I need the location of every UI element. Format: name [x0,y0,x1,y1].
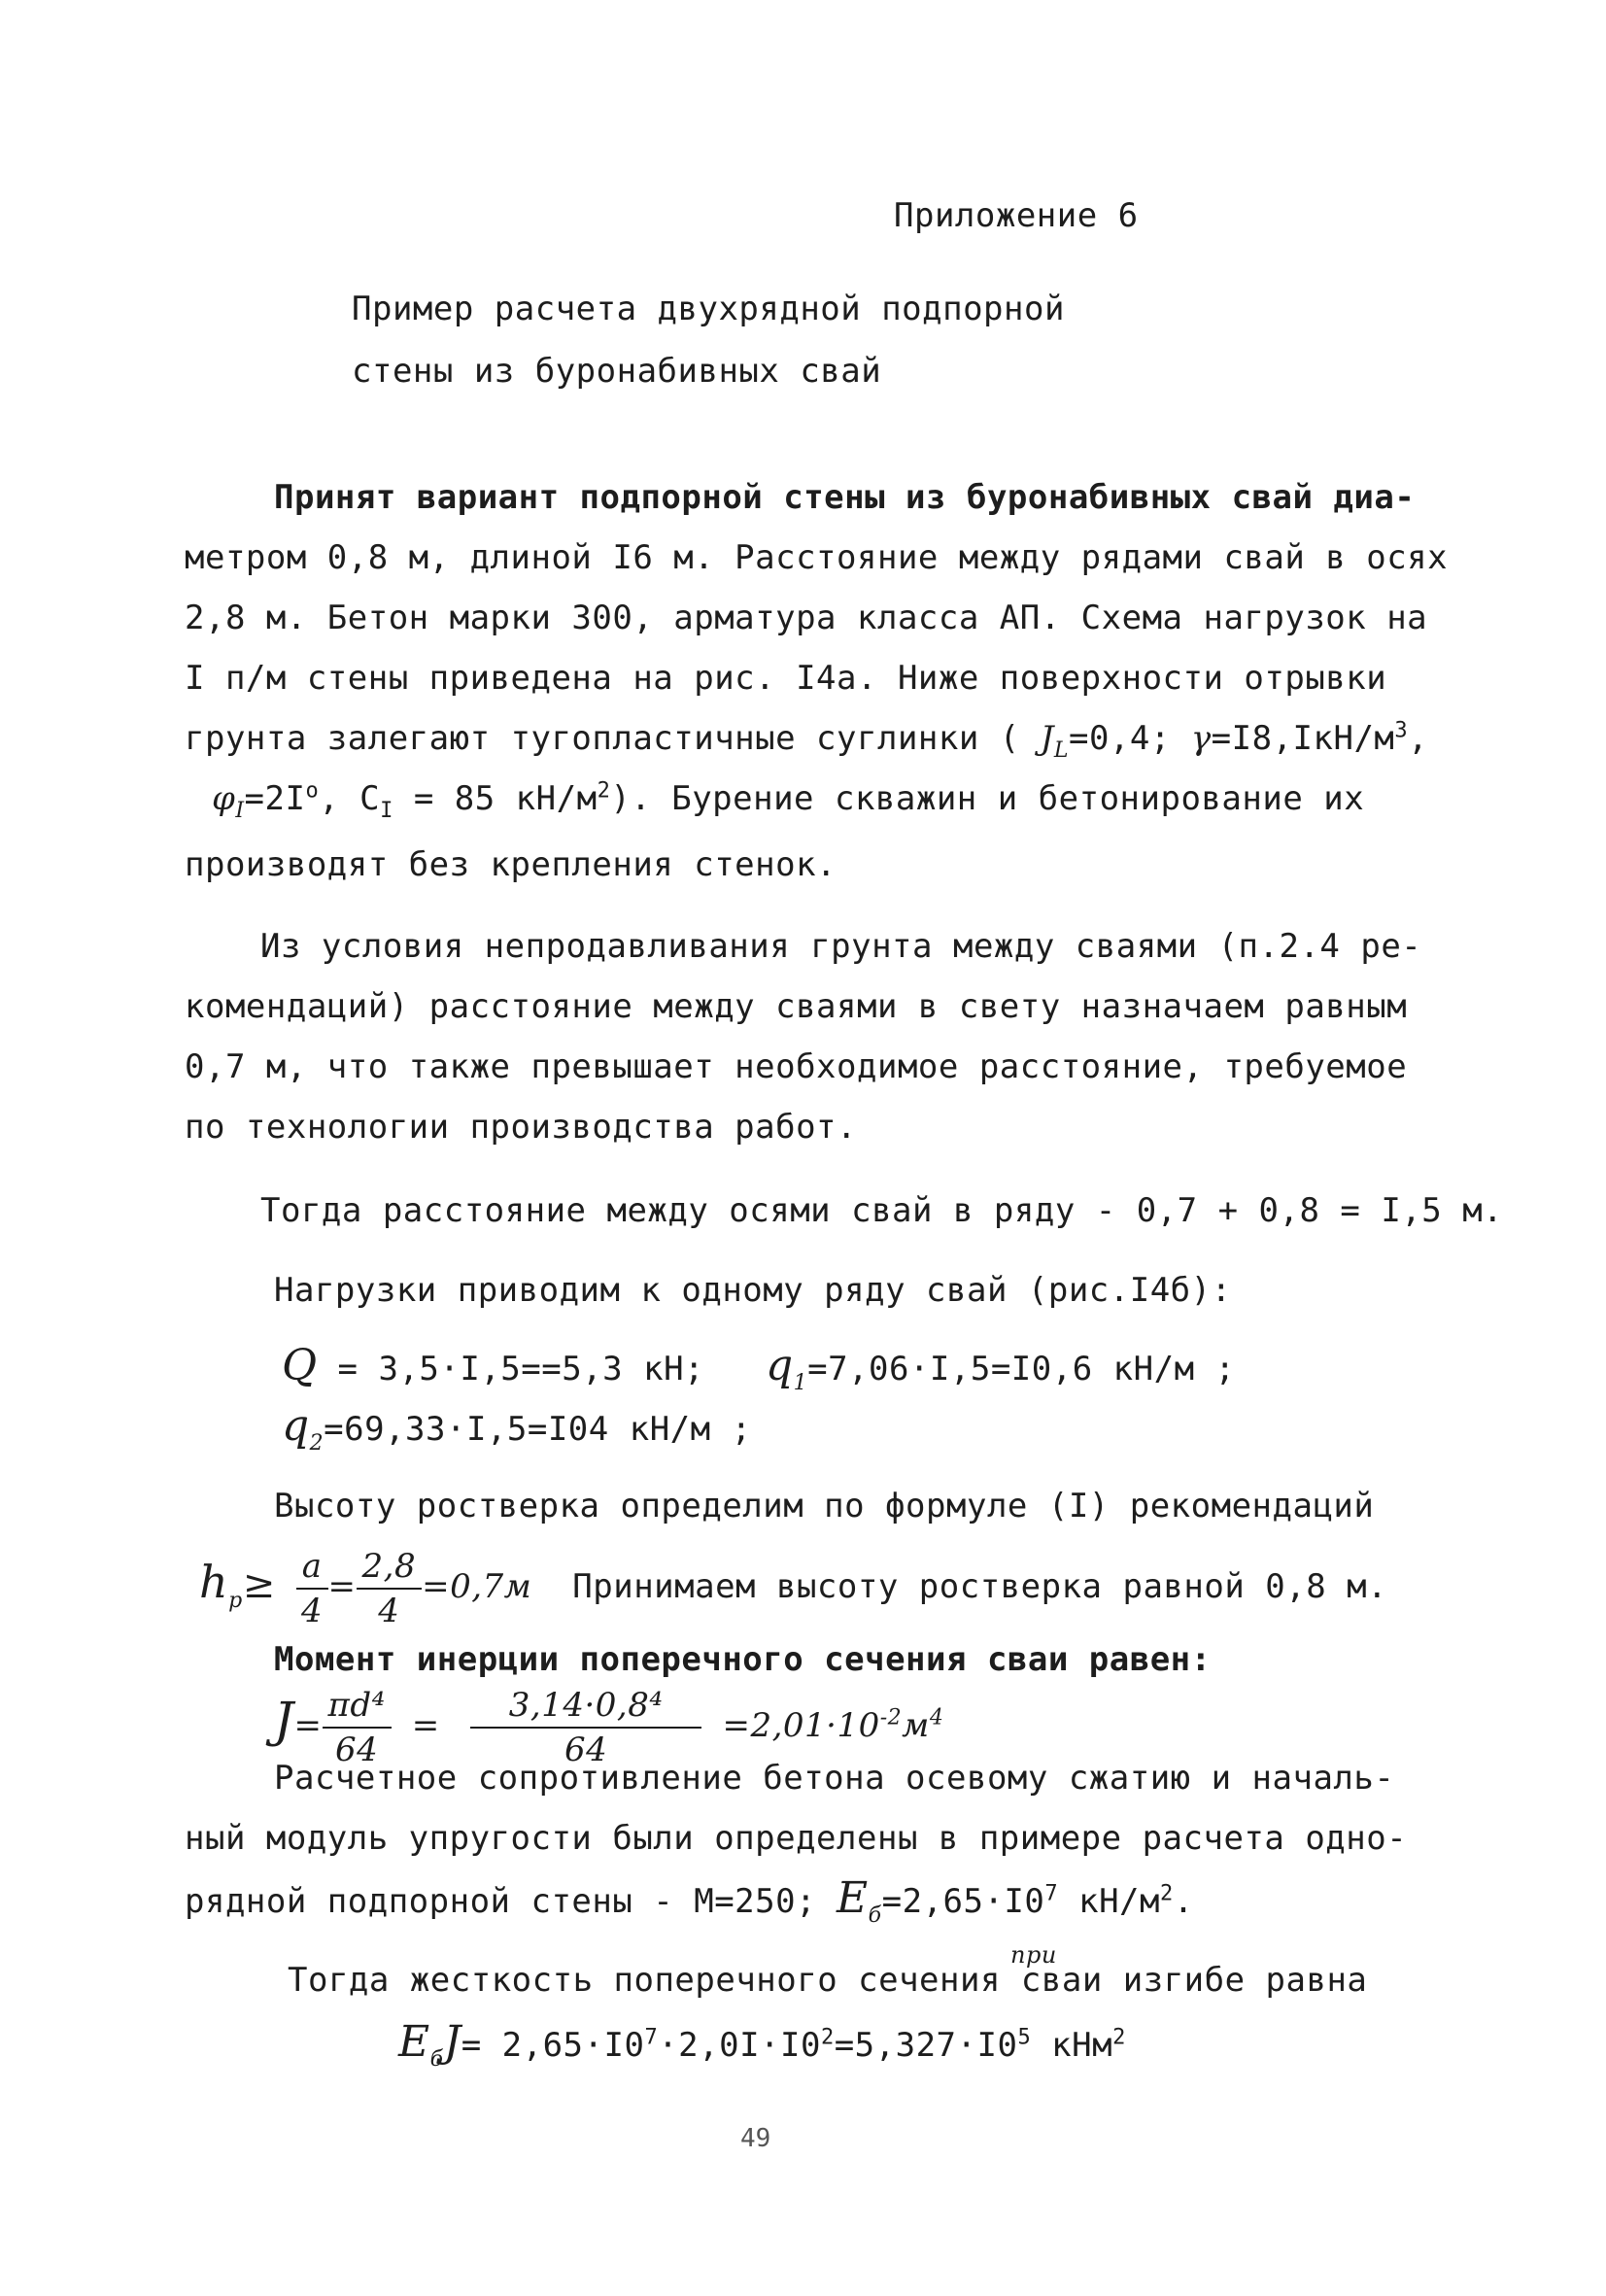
load-formulas-line [282,1341,1236,1395]
fraction-a-over-4: $\frac{a}{4}$ [296,1545,328,1632]
para6-line-1: Момент инерции поперечного сечения сваи равен: [274,1640,1212,1679]
para1-line5-text-c: =I8,IкН/м [1211,719,1395,758]
para1-line-7: производят без крепления стенок. [185,845,837,884]
para1-line-1: Принят вариант подпорной стены из буронабивных свай диа- [274,478,1416,517]
liquidity-index-symbol: $J_L$ [1040,719,1069,763]
para2-line-2: комендаций) расстояние между сваями в свету назначаем равным [185,987,1408,1026]
stiffness-sup4: 2 [1112,2025,1126,2050]
grillage-height-result: =0,7м [422,1567,532,1606]
para4-line-1: Нагрузки приводим к одному ряду свай (рис.I4б): [274,1271,1232,1310]
para1-line6-text-c: = 85 кН/м [393,779,598,818]
grillage-height-line: $h_р\ge$ $\frac{a}{4}$ = $\frac{2,8}{4}$ =0,7м Принимаем высоту ростверка равной 0,8 м. [199,1546,1388,1630]
para1-line6-text-a: =2I [244,779,306,818]
para1-line-6 [212,777,1365,823]
fraction-2-8-over-4: $\frac{2,8}{4}$ [357,1545,423,1632]
para7-line3-sup1: 7 [1044,1881,1059,1906]
inertia-result: =2,01·10 [722,1706,880,1745]
para1-line-3: 2,8 м. Бетон марки 300, арматура класса АП. Схема нагрузок на [185,599,1428,637]
load-q-symbol: Q [282,1341,318,1390]
para1-line5-sup: 3 [1394,718,1409,743]
stiffness-text-c: =5,327·I0 [834,2026,1018,2065]
para1-line-2: метром 0,8 м, длиной I6 м. Расстояние между рядами свай в осях [185,538,1449,577]
stiffness-sup1: 7 [644,2025,659,2050]
para1-line5-text-a: грунта залегают тугопластичные суглинки ( [185,719,1020,758]
inertia-formula-line: J= $\frac{\text{πd⁴}}{64}$ = $\frac{\text{3,14·0,8⁴}}{64}$ $=2,01\cdot 10^{-2}м^4$ [274,1685,944,1769]
para1-line6-text-d: ). Бурение скважин и бетонирование их [610,779,1365,818]
para3-line-1: Тогда расстояние между осями свай в ряду - 0,7 + 0,8 = I,5 м. [260,1191,1504,1230]
grillage-height-text: Принимаем высоту ростверка равной 0,8 м. [572,1567,1388,1606]
page-number: 49 [740,2124,771,2153]
para2-line-4: по технологии производства работ. [185,1108,858,1147]
para1-line6-sup1: о [305,778,320,804]
unit-weight-symbol: γ [1190,719,1212,758]
para2-line-3: 0,7 м, что также превышает необходимое расстояние, требуемое [185,1047,1408,1086]
fraction-pi-d4-over-64: $\frac{\text{πd⁴}}{64}$ [323,1684,392,1771]
inertia-unit-exponent: 4 [929,1705,944,1731]
load-q2-value: =69,33·I,5=I04 кН/м ; [324,1410,752,1449]
appendix-label: Приложение 6 [894,196,1139,235]
stiffness-formula-line [398,2017,1126,2072]
para7-line3-text-a: рядной подпорной стены - М=250; [185,1882,817,1921]
para1-line6-sub2: I [380,798,393,823]
para1-line-5 [185,717,1429,763]
para1-line5-text-d: , [1408,719,1429,758]
load-q2-symbol: $q_2$ [282,1401,325,1456]
para1-line5-text-b: =0,4; [1069,719,1171,758]
para7-line-1: Расчетное сопротивление бетона осевому сжатию и началь- [274,1759,1395,1798]
para1-line-4: I п/м стены приведена на рис. I4а. Ниже поверхности отрывки [185,659,1387,698]
title-line-2: стены из буронабивных свай [352,352,882,391]
load-q2-line [282,1401,752,1456]
fraction-numeric-over-64: $\frac{\text{3,14·0,8⁴}}{64}$ [470,1684,702,1771]
stiffness-text-b: ·2,0I·I0 [658,2026,821,2065]
title-line-1: Пример расчета двухрядной подпорной [352,290,1065,328]
para2-line-1: Из условия непродавливания грунта между сваями (п.2.4 ре- [260,927,1422,966]
para7-line3-text-c: кН/м [1058,1882,1160,1921]
stiffness-sup3: 5 [1017,2025,1032,2050]
stiffness-text-a: = 2,65·I0 [461,2026,645,2065]
para1-line6-text-b: , С [319,779,381,818]
stiffness-sup2: 2 [820,2025,835,2050]
inertia-symbol: J [274,1692,294,1748]
para1-line6-sup2: 2 [597,778,611,804]
para7-line-3 [185,1873,1194,1928]
inertia-unit: м [902,1706,930,1745]
ge-sign: ≥ [242,1562,276,1607]
para7-line3-sup2: 2 [1159,1881,1174,1906]
para7-line-2: ный модуль упругости были определены в примере расчета одно- [185,1819,1408,1858]
concrete-modulus-symbol: $E_б$ [837,1873,882,1928]
stiffness-symbol: $E_бJ$ [398,2017,461,2072]
stiffness-text-d: кНм [1031,2026,1113,2065]
inertia-exponent: -2 [879,1705,903,1731]
para7-line3-text-d: . [1173,1882,1194,1921]
load-q1-symbol: $q_1$ [765,1341,808,1395]
handwritten-note-pri: при [1010,1941,1057,1969]
grillage-height-symbol: $h_р$ [199,1556,243,1614]
para8-line-1: Тогда жесткость поперечного сечения сваи изгибе равна [288,1961,1368,2000]
para7-line3-text-b: =2,65·I0 [881,1882,1045,1921]
load-q1-value: =7,06·I,5=I0,6 кН/м ; [807,1350,1236,1388]
load-q-value: = 3,5·I,5==5,3 кН; [317,1350,705,1388]
friction-angle-symbol: $\varphi_I$ [212,779,245,823]
para5-line-1: Высоту ростверка определим по формуле (I) рекомендаций [274,1487,1375,1525]
